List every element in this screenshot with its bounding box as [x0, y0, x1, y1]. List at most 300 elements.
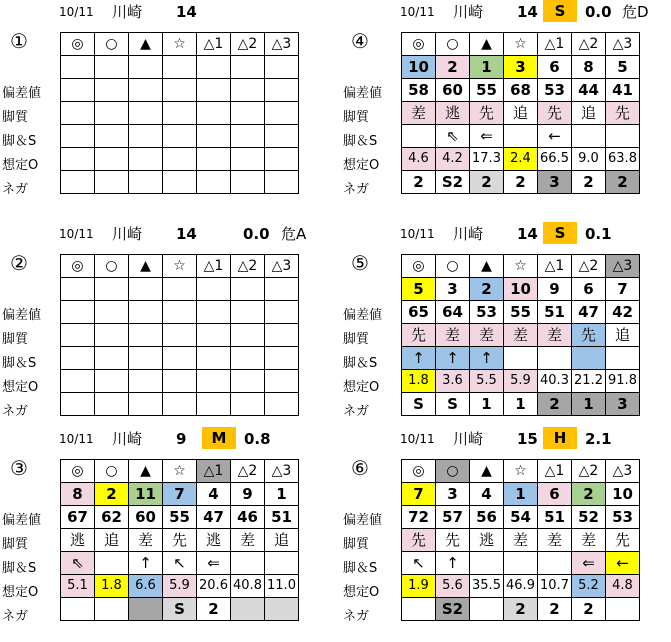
row-label: 偏差値: [343, 86, 383, 101]
mark-cell: ☆: [504, 460, 538, 483]
negative-cell: [61, 393, 95, 416]
negative-cell: 2: [504, 171, 538, 194]
row-labels: [343, 509, 401, 629]
leg-arrow-cell: [572, 347, 606, 370]
deviation-row: [61, 506, 299, 529]
deviation-cell: 55: [470, 79, 504, 102]
running-style-cell: [163, 324, 197, 347]
deviation-cell: 55: [504, 301, 538, 324]
mark-cell: △3: [606, 255, 640, 278]
running-style-cell: 追: [504, 102, 538, 125]
running-style-row: [61, 102, 299, 125]
leg-arrow-cell: ↑: [129, 552, 163, 575]
deviation-cell: [129, 301, 163, 324]
negative-row: [402, 393, 640, 416]
deviation-cell: 64: [436, 301, 470, 324]
negative-cell: 2: [402, 171, 436, 194]
negative-row: [402, 598, 640, 621]
horse-number-cell: 7: [163, 483, 197, 506]
horse-number-cell: 10: [504, 278, 538, 301]
horse-number-cell: 1: [504, 483, 538, 506]
deviation-cell: [265, 79, 299, 102]
leg-arrow-row: [402, 125, 640, 148]
deviation-cell: 57: [436, 506, 470, 529]
running-style-cell: 差: [436, 324, 470, 347]
row-label: 脚質: [343, 537, 370, 552]
deviation-cell: [163, 301, 197, 324]
race-date: 10/11: [59, 5, 94, 19]
negative-row: [61, 598, 299, 621]
horse-number-cell: [95, 278, 129, 301]
running-style-row: [61, 324, 299, 347]
horse-number-cell: [163, 278, 197, 301]
panel-number: ⑤: [351, 251, 369, 275]
horse-number-cell: 9: [231, 483, 265, 506]
horse-number-cell: 6: [538, 483, 572, 506]
horse-number-cell: 7: [606, 278, 640, 301]
negative-cell: 2: [572, 171, 606, 194]
negative-cell: 2: [197, 598, 231, 621]
mark-cell: ◎: [402, 255, 436, 278]
score-value: 0.1: [585, 225, 612, 243]
horse-number-cell: 10: [606, 483, 640, 506]
deviation-cell: 60: [129, 506, 163, 529]
odds-cell: [95, 148, 129, 171]
odds-cell: 1.9: [402, 575, 436, 598]
mark-cell: ○: [95, 33, 129, 56]
deviation-cell: 44: [572, 79, 606, 102]
leg-arrow-cell: [402, 125, 436, 148]
deviation-cell: 56: [470, 506, 504, 529]
negative-cell: 2: [572, 598, 606, 621]
horse-number-cell: 4: [197, 483, 231, 506]
odds-cell: 5.9: [163, 575, 197, 598]
odds-cell: 91.8: [606, 370, 640, 393]
negative-cell: S: [163, 598, 197, 621]
odds-cell: 3.6: [436, 370, 470, 393]
running-style-cell: 先: [606, 529, 640, 552]
deviation-cell: [95, 301, 129, 324]
leg-arrow-cell: [129, 347, 163, 370]
running-style-cell: 先: [436, 529, 470, 552]
running-style-cell: [197, 102, 231, 125]
row-label: 想定O: [2, 380, 39, 395]
running-style-cell: 差: [572, 529, 606, 552]
grade-badge: M: [202, 427, 236, 449]
odds-cell: 21.2: [572, 370, 606, 393]
leg-arrow-cell: [197, 125, 231, 148]
deviation-cell: 42: [606, 301, 640, 324]
odds-row: [402, 575, 640, 598]
deviation-cell: [163, 79, 197, 102]
deviation-cell: 54: [504, 506, 538, 529]
horse-number-row: [402, 56, 640, 79]
running-style-cell: [197, 324, 231, 347]
leg-arrow-cell: ⇐: [470, 125, 504, 148]
running-style-cell: 先: [163, 529, 197, 552]
negative-cell: S: [402, 393, 436, 416]
running-style-cell: 追: [606, 324, 640, 347]
odds-cell: 5.1: [61, 575, 95, 598]
race-number: 15: [517, 430, 538, 448]
deviation-cell: [197, 79, 231, 102]
mark-cell: ▲: [470, 460, 504, 483]
mark-cell: △2: [572, 255, 606, 278]
deviation-cell: [129, 79, 163, 102]
leg-arrow-cell: [231, 347, 265, 370]
horse-number-cell: [265, 56, 299, 79]
negative-cell: 2: [538, 393, 572, 416]
odds-cell: 35.5: [470, 575, 504, 598]
negative-cell: 2: [606, 171, 640, 194]
mark-cell: ☆: [504, 255, 538, 278]
horse-number-row: [402, 278, 640, 301]
negative-cell: [129, 171, 163, 194]
leg-arrow-cell: ←: [538, 125, 572, 148]
negative-cell: [129, 393, 163, 416]
negative-cell: [265, 393, 299, 416]
leg-arrow-row: [61, 125, 299, 148]
running-style-cell: [265, 102, 299, 125]
row-label: 偏差値: [2, 513, 42, 528]
deviation-cell: [197, 301, 231, 324]
running-style-cell: 差: [231, 529, 265, 552]
race-panel-6: [341, 427, 671, 637]
row-labels: [343, 304, 401, 424]
horse-number-cell: [231, 278, 265, 301]
running-style-cell: 先: [402, 324, 436, 347]
running-style-cell: 差: [538, 324, 572, 347]
negative-cell: S2: [436, 598, 470, 621]
odds-cell: [231, 148, 265, 171]
deviation-cell: 53: [538, 79, 572, 102]
running-style-row: [402, 529, 640, 552]
leg-arrow-cell: [265, 125, 299, 148]
leg-arrow-cell: [231, 552, 265, 575]
running-style-cell: 逃: [470, 529, 504, 552]
row-label: 脚＆S: [343, 356, 378, 371]
row-label: 脚質: [2, 332, 29, 347]
mark-cell: ○: [436, 255, 470, 278]
score-value: 0.8: [244, 430, 271, 448]
row-label: 脚質: [343, 110, 370, 125]
row-labels: [2, 509, 60, 629]
negative-cell: 2: [504, 598, 538, 621]
prediction-grid: [401, 254, 640, 416]
row-label: 脚＆S: [343, 561, 378, 576]
horse-number-cell: 1: [470, 56, 504, 79]
horse-number-cell: 5: [606, 56, 640, 79]
mark-cell: ◎: [61, 460, 95, 483]
row-label: 脚質: [2, 537, 29, 552]
running-style-cell: [231, 102, 265, 125]
deviation-row: [402, 301, 640, 324]
horse-number-row: [61, 278, 299, 301]
odds-row: [402, 148, 640, 171]
odds-cell: 2.4: [504, 148, 538, 171]
odds-cell: [265, 370, 299, 393]
row-label: ネガ: [343, 609, 370, 624]
leg-arrow-cell: [504, 552, 538, 575]
negative-cell: 3: [606, 393, 640, 416]
horse-number-cell: [197, 278, 231, 301]
leg-arrow-cell: [163, 125, 197, 148]
row-label: 脚＆S: [2, 134, 37, 149]
row-label: ネガ: [343, 404, 370, 419]
running-style-cell: 追: [95, 529, 129, 552]
leg-arrow-cell: [538, 347, 572, 370]
mark-row: [402, 33, 640, 56]
odds-cell: 10.7: [538, 575, 572, 598]
negative-cell: [163, 171, 197, 194]
horse-number-cell: 5: [402, 278, 436, 301]
leg-arrow-cell: ⇐: [197, 552, 231, 575]
mark-cell: △3: [265, 33, 299, 56]
odds-cell: 46.9: [504, 575, 538, 598]
odds-cell: 4.8: [606, 575, 640, 598]
score-value: 0.0: [585, 3, 612, 21]
leg-arrow-cell: ↑: [470, 347, 504, 370]
odds-cell: [197, 370, 231, 393]
horse-number-cell: 2: [95, 483, 129, 506]
running-style-cell: [231, 324, 265, 347]
leg-arrow-cell: [606, 125, 640, 148]
deviation-cell: 47: [572, 301, 606, 324]
leg-arrow-row: [402, 552, 640, 575]
deviation-cell: 51: [538, 506, 572, 529]
leg-arrow-cell: ↑: [402, 347, 436, 370]
horse-number-cell: 11: [129, 483, 163, 506]
running-style-cell: [163, 102, 197, 125]
leg-arrow-cell: ↑: [436, 347, 470, 370]
deviation-row: [61, 301, 299, 324]
mark-cell: △3: [265, 255, 299, 278]
row-label: 脚質: [343, 332, 370, 347]
running-style-row: [61, 529, 299, 552]
horse-number-cell: 2: [436, 56, 470, 79]
mark-cell: ▲: [129, 255, 163, 278]
leg-arrow-cell: ↑: [436, 552, 470, 575]
horse-number-cell: 7: [402, 483, 436, 506]
horse-number-cell: [265, 278, 299, 301]
horse-number-cell: 6: [538, 56, 572, 79]
deviation-cell: 62: [95, 506, 129, 529]
negative-cell: [606, 598, 640, 621]
negative-cell: [95, 171, 129, 194]
deviation-cell: 46: [231, 506, 265, 529]
negative-cell: [231, 393, 265, 416]
odds-cell: 5.9: [504, 370, 538, 393]
venue-name: 川崎: [112, 225, 143, 243]
mark-cell: ◎: [61, 33, 95, 56]
mark-cell: △1: [197, 460, 231, 483]
row-label: 脚＆S: [2, 561, 37, 576]
odds-cell: [61, 370, 95, 393]
deviation-cell: 58: [402, 79, 436, 102]
race-date: 10/11: [59, 227, 94, 241]
leg-arrow-cell: [504, 347, 538, 370]
deviation-cell: 53: [606, 506, 640, 529]
row-label: 偏差値: [2, 308, 42, 323]
mark-cell: ☆: [163, 460, 197, 483]
prediction-grid: [60, 459, 299, 621]
deviation-cell: 52: [572, 506, 606, 529]
running-style-cell: [95, 102, 129, 125]
panel-number: ③: [10, 456, 28, 480]
race-panel-1: [0, 0, 330, 210]
row-label: 偏差値: [343, 308, 383, 323]
odds-row: [402, 370, 640, 393]
leg-arrow-row: [61, 552, 299, 575]
danger-rank: 危A: [281, 225, 307, 243]
mark-cell: ▲: [470, 255, 504, 278]
mark-cell: ◎: [402, 33, 436, 56]
venue-name: 川崎: [112, 3, 143, 21]
mark-cell: △3: [606, 460, 640, 483]
mark-cell: △2: [231, 460, 265, 483]
horse-number-cell: [197, 56, 231, 79]
odds-cell: [163, 370, 197, 393]
horse-number-cell: [231, 56, 265, 79]
deviation-cell: [231, 301, 265, 324]
odds-cell: [163, 148, 197, 171]
score-value: 2.1: [585, 430, 612, 448]
leg-arrow-cell: [61, 347, 95, 370]
mark-cell: ○: [436, 33, 470, 56]
row-label: 偏差値: [2, 86, 42, 101]
leg-arrow-cell: [265, 552, 299, 575]
odds-cell: 1.8: [95, 575, 129, 598]
odds-cell: 20.6: [197, 575, 231, 598]
negative-cell: [402, 598, 436, 621]
leg-arrow-cell: [61, 125, 95, 148]
deviation-cell: 47: [197, 506, 231, 529]
leg-arrow-cell: ⇖: [436, 125, 470, 148]
running-style-cell: [129, 324, 163, 347]
mark-cell: △2: [231, 33, 265, 56]
leg-arrow-cell: [163, 347, 197, 370]
grade-badge: S: [543, 0, 577, 22]
odds-cell: [231, 370, 265, 393]
deviation-cell: 60: [436, 79, 470, 102]
horse-number-row: [61, 483, 299, 506]
running-style-cell: 逃: [197, 529, 231, 552]
horse-number-cell: 4: [470, 483, 504, 506]
odds-cell: 4.6: [402, 148, 436, 171]
race-number: 14: [517, 3, 538, 21]
row-label: 想定O: [343, 158, 380, 173]
odds-cell: 40.3: [538, 370, 572, 393]
horse-number-cell: 9: [538, 278, 572, 301]
venue-name: 川崎: [112, 430, 143, 448]
mark-cell: △2: [572, 460, 606, 483]
horse-number-cell: 6: [572, 278, 606, 301]
horse-number-cell: 3: [504, 56, 538, 79]
horse-number-cell: [163, 56, 197, 79]
negative-cell: [95, 598, 129, 621]
running-style-cell: [129, 102, 163, 125]
odds-cell: [265, 148, 299, 171]
horse-number-cell: 1: [265, 483, 299, 506]
race-number: 14: [176, 225, 197, 243]
row-label: 脚＆S: [2, 356, 37, 371]
odds-cell: 17.3: [470, 148, 504, 171]
negative-cell: S2: [436, 171, 470, 194]
running-style-cell: 差: [402, 102, 436, 125]
odds-cell: [129, 148, 163, 171]
odds-row: [61, 575, 299, 598]
deviation-cell: 55: [163, 506, 197, 529]
running-style-cell: 差: [470, 324, 504, 347]
negative-cell: [265, 598, 299, 621]
negative-cell: [61, 598, 95, 621]
negative-row: [402, 171, 640, 194]
mark-cell: ▲: [129, 460, 163, 483]
negative-cell: [265, 171, 299, 194]
negative-cell: [197, 393, 231, 416]
negative-cell: 1: [572, 393, 606, 416]
row-label: 想定O: [343, 585, 380, 600]
running-style-row: [402, 102, 640, 125]
odds-cell: 1.8: [402, 370, 436, 393]
row-label: 想定O: [2, 585, 39, 600]
danger-rank: 危D: [622, 3, 649, 21]
running-style-cell: 差: [129, 529, 163, 552]
deviation-cell: 51: [265, 506, 299, 529]
negative-cell: [231, 171, 265, 194]
running-style-cell: 差: [538, 529, 572, 552]
negative-cell: [95, 393, 129, 416]
mark-cell: ☆: [163, 33, 197, 56]
negative-row: [61, 171, 299, 194]
running-style-cell: 先: [402, 529, 436, 552]
prediction-grid: [401, 459, 640, 621]
deviation-cell: [61, 301, 95, 324]
grade-badge: H: [543, 427, 577, 449]
venue-name: 川崎: [453, 430, 484, 448]
running-style-cell: 差: [504, 529, 538, 552]
deviation-cell: 51: [538, 301, 572, 324]
deviation-row: [402, 506, 640, 529]
leg-arrow-cell: [572, 125, 606, 148]
row-label: 想定O: [2, 158, 39, 173]
running-style-row: [402, 324, 640, 347]
prediction-grid: [60, 32, 299, 194]
running-style-cell: 差: [504, 324, 538, 347]
race-panel-5: [341, 222, 671, 432]
row-label: ネガ: [343, 182, 370, 197]
mark-cell: △3: [265, 460, 299, 483]
mark-cell: △3: [606, 33, 640, 56]
mark-cell: ▲: [129, 33, 163, 56]
panel-number: ⑥: [351, 456, 369, 480]
mark-cell: △1: [538, 33, 572, 56]
negative-cell: S: [436, 393, 470, 416]
leg-arrow-cell: [95, 347, 129, 370]
horse-number-cell: 2: [470, 278, 504, 301]
odds-cell: 5.6: [436, 575, 470, 598]
mark-cell: △2: [231, 255, 265, 278]
negative-cell: 2: [538, 598, 572, 621]
running-style-cell: 追: [572, 102, 606, 125]
negative-cell: [163, 393, 197, 416]
odds-cell: 11.0: [265, 575, 299, 598]
negative-cell: 1: [470, 393, 504, 416]
negative-cell: [129, 598, 163, 621]
odds-cell: 9.0: [572, 148, 606, 171]
mark-cell: ◎: [61, 255, 95, 278]
horse-number-cell: [129, 278, 163, 301]
